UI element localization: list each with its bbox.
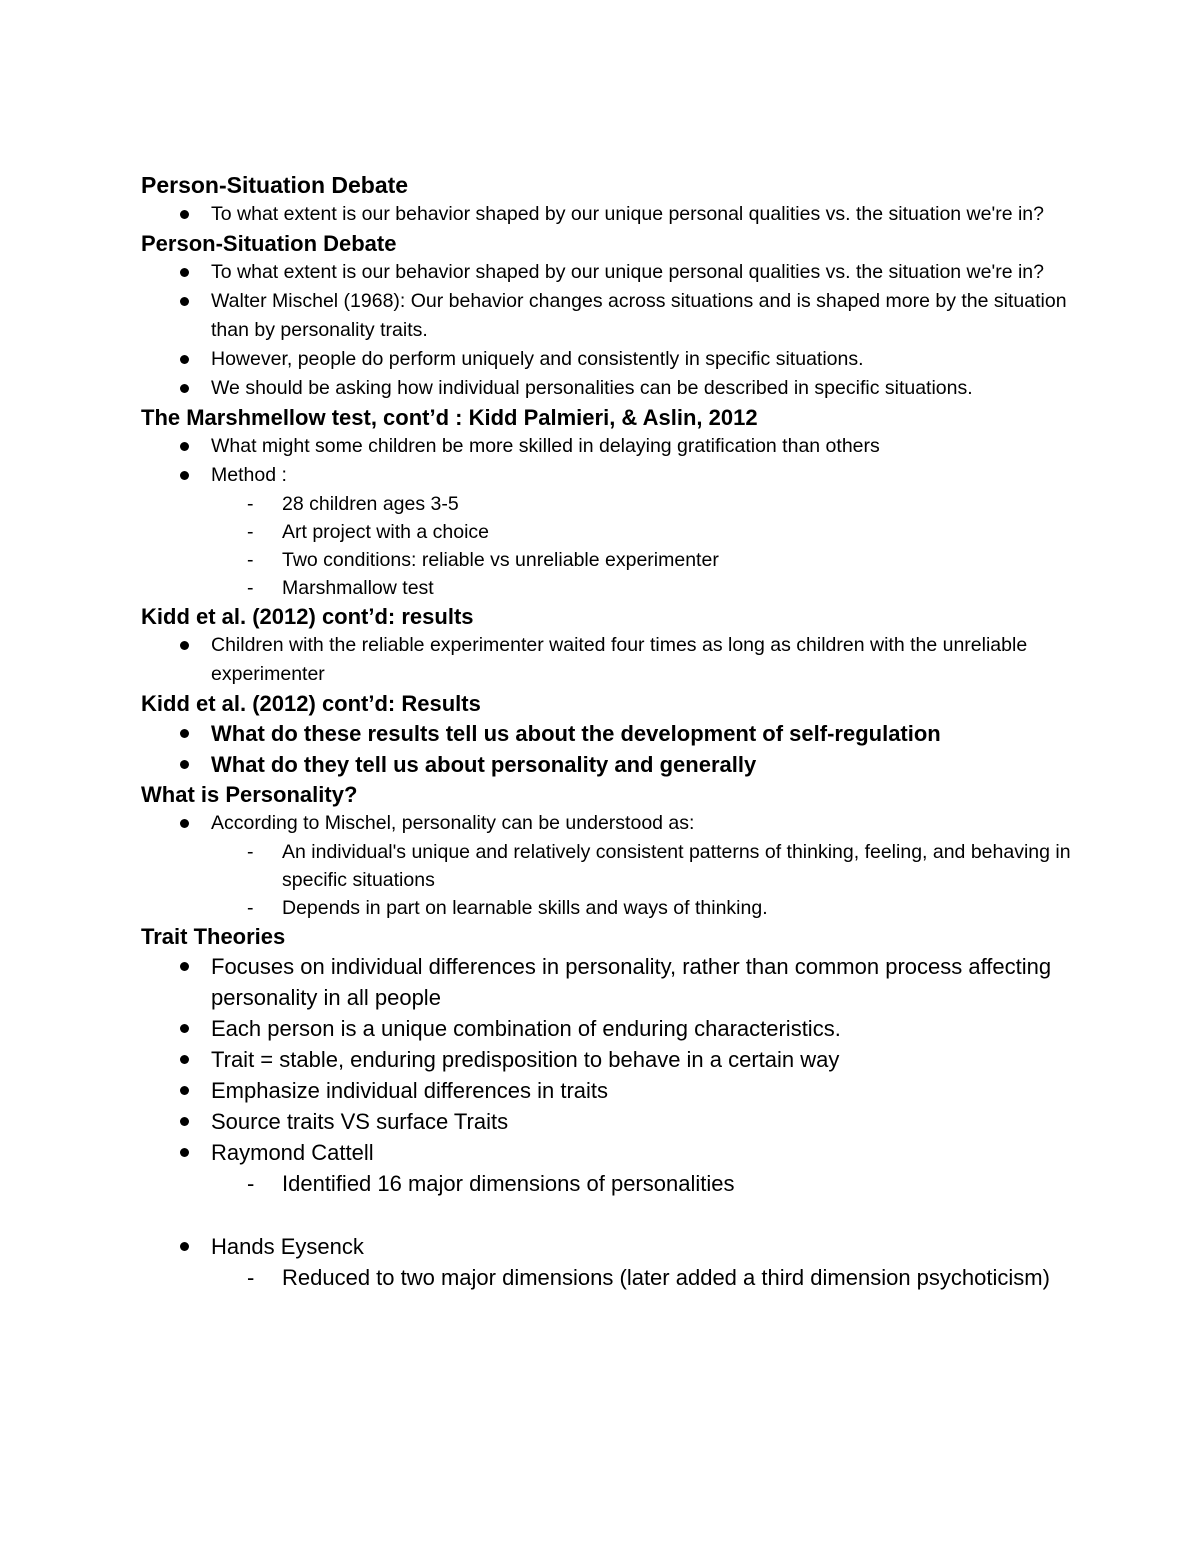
dash-marker: -: [247, 549, 254, 571]
dash-marker: -: [247, 841, 254, 863]
sub-item: - 28 children ages 3-5: [141, 490, 1081, 518]
sub-item: - Marshmallow test: [141, 574, 1081, 602]
bullet-item: What do they tell us about personality and generally: [141, 749, 1081, 780]
bullet-item: What might some children be more skilled in delaying gratification than others: [141, 432, 1081, 461]
dash-marker: -: [247, 493, 254, 515]
bullet-item: However, people do perform uniquely and consistently in specific situations.: [141, 345, 1081, 374]
dash-marker: -: [247, 1265, 255, 1290]
bullet-item: To what extent is our behavior shaped by our unique personal qualities vs. the situation we're in?: [141, 258, 1081, 287]
section-heading: What is Personality?: [141, 782, 358, 807]
bullet-dot-icon: [180, 471, 189, 480]
bullet-item: Trait = stable, enduring predisposition to behave in a certain way: [141, 1044, 1081, 1075]
bullet-item: To what extent is our behavior shaped by our unique personal qualities vs. the situation we're in?: [141, 200, 1081, 229]
bullet-item: Each person is a unique combination of enduring characteristics.: [141, 1013, 1081, 1044]
bullet-item: Hands Eysenck: [141, 1231, 1081, 1262]
bullet-dot-icon: [180, 384, 189, 393]
blank-line: [141, 1200, 1081, 1231]
bullet-dot-icon: [180, 819, 189, 828]
bullet-item: Emphasize individual differences in traits: [141, 1075, 1081, 1106]
bullet-dot-icon: [180, 1117, 189, 1126]
bullet-dot-icon: [180, 1086, 189, 1095]
bullet-dot-icon: [180, 1024, 189, 1033]
bullet-item: Raymond Cattell: [141, 1137, 1081, 1168]
dash-marker: -: [247, 577, 254, 599]
bullet-dot-icon: [180, 1148, 189, 1157]
section-heading: Kidd et al. (2012) cont’d: Results: [141, 691, 481, 716]
bullet-dot-icon: [180, 962, 189, 971]
bullet-dot-icon: [180, 641, 189, 650]
bullet-item: According to Mischel, personality can be understood as:: [141, 809, 1081, 838]
sub-item: - Two conditions: reliable vs unreliable experimenter: [141, 546, 1081, 574]
dash-marker: -: [247, 521, 254, 543]
section-heading: Trait Theories: [141, 924, 286, 949]
bullet-item: Focuses on individual differences in personality, rather than common process affecting personality in all people: [141, 951, 1081, 1013]
sub-item: - Identified 16 major dimensions of personalities: [141, 1168, 1081, 1200]
sub-item: - Reduced to two major dimensions (later added a third dimension psychoticism): [141, 1262, 1081, 1294]
bullet-item: Source traits VS surface Traits: [141, 1106, 1081, 1137]
notes-content: [141, 170, 1081, 1294]
sub-item: - Depends in part on learnable skills and ways of thinking.: [141, 894, 1081, 922]
bullet-dot-icon: [180, 1242, 189, 1251]
dash-marker: -: [247, 1171, 255, 1196]
bullet-item: Children with the reliable experimenter waited four times as long as children with the unreliable experimenter: [141, 631, 1081, 689]
bullet-item: Walter Mischel (1968): Our behavior changes across situations and is shaped more by the situation than by personality traits.: [141, 287, 1081, 345]
section-heading: Person-Situation Debate: [141, 172, 409, 198]
section-heading: Person-Situation Debate: [141, 231, 397, 256]
section-heading: Kidd et al. (2012) cont’d: results: [141, 604, 474, 629]
bullet-dot-icon: [180, 268, 189, 277]
sub-item: - An individual's unique and relatively consistent patterns of thinking, feeling, and behaving in specific situations: [141, 838, 1081, 894]
bullet-dot-icon: [180, 355, 189, 364]
sub-item: - Art project with a choice: [141, 518, 1081, 546]
bullet-dot-icon: [180, 442, 189, 451]
bullet-dot-icon: [180, 1055, 189, 1064]
bullet-dot-icon: [180, 729, 189, 738]
bullet-dot-icon: [180, 760, 189, 769]
section-heading: The Marshmellow test, cont’d : Kidd Palmieri, & Aslin, 2012: [141, 405, 758, 430]
bullet-item: Method :: [141, 461, 1081, 490]
dash-marker: -: [247, 897, 254, 919]
bullet-item: We should be asking how individual personalities can be described in specific situations.: [141, 374, 1081, 403]
bullet-dot-icon: [180, 297, 189, 306]
bullet-item: What do these results tell us about the development of self-regulation: [141, 718, 1081, 749]
bullet-dot-icon: [180, 210, 189, 219]
